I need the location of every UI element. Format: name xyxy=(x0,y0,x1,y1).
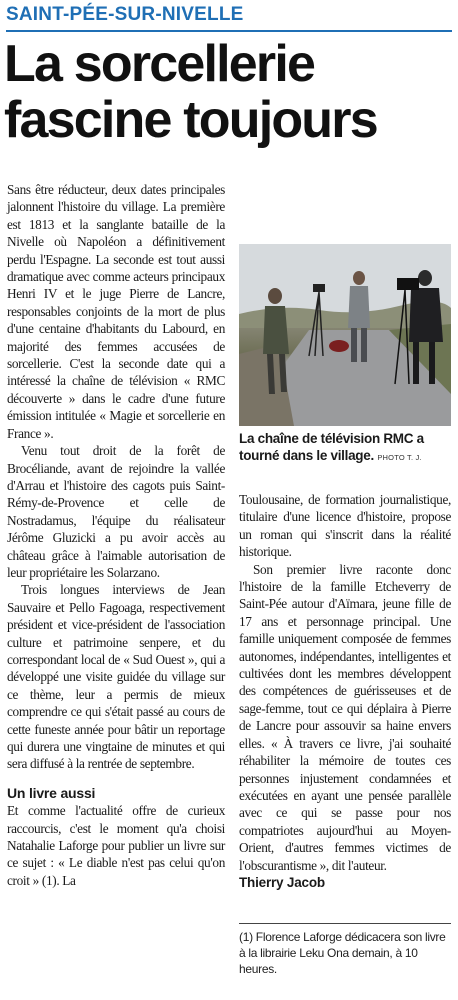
paragraph-intro: Sans être réducteur, deux dates principales jalonnent l'histoire du village. La première est 1813 et la sanglante bataille de la Nivelle où Napoléon a définitivement perdu l'Espagne. La seconde est tout aussi dramatique avec comme acteurs principaux Henri IV et le juge Pierre de Lancre, responsables conjoints de la mort de plus d'une centaine d'habitants du Labourd, en majorité des femmes accusées de sorcellerie. C'est la seconde date qui a intéressé la chaîne de télévision « RMC découverte » dans le cadre d'une future émission intitulée « Magie et sorcellerie en France ». xyxy=(7,182,225,441)
left-column xyxy=(7,181,225,889)
photo-credit: PHOTO T. J. xyxy=(377,453,422,462)
right-column xyxy=(239,491,451,891)
paragraph-interviews: Trois longues interviews de Jean Sauvaire et Pello Fagoaga, respectivement président et vice-président de l'association culture et patrimoine senpere, et du correspondant local de « Sud Ouest », qui a développé une visite guidée du village sur ce thème, leur a permis de mieux comprendre ce qui s'était passé au cours de cette funeste année pour bâtir un reportage qui durera une vingtaine de minutes et qui sera diffusé à la rentrée de septembre. xyxy=(7,582,225,772)
paragraph-book: Et comme l'actualité offre de curieux raccourcis, c'est le moment qu'a choisi Natahalie Laforge pour publier un livre sur ce sujet : « Le diable n'est pas celui qu'on croit » (1). La xyxy=(7,803,225,888)
paragraph-author: Toulousaine, de formation journalistique, titulaire d'une licence d'histoire, propose un roman qui s'inscrit dans la réalité historique. xyxy=(239,492,451,560)
kicker-rule xyxy=(6,30,452,32)
article-headline: La sorcellerie fascine toujours xyxy=(4,35,377,149)
subheading: Un livre aussi xyxy=(7,784,96,801)
photo-caption xyxy=(239,430,453,466)
footnote: (1) Florence Laforge dédicacera son livre à la librairie Leku Ona demain, à 10 heures. xyxy=(239,930,446,976)
section-kicker: SAINT-PÉE-SUR-NIVELLE xyxy=(6,4,244,25)
author-signature: Thierry Jacob xyxy=(239,874,325,890)
caption-text: La chaîne de télévision RMC a tourné dans le village. xyxy=(239,431,424,463)
article-photo xyxy=(239,244,451,426)
paragraph-team: Venu tout droit de la forêt de Brocéliande, avant de rejoindre la vallée d'Arrau et l'histoire des cagots puis Saint-Rémy-de-Provence et celle de Nostradamus, l'équipe du réalisateur Jérôme Gluzicki a pu avoir accès au château grâce à l'aimable autorisation de leur propriétaire les Solarzano. xyxy=(7,443,225,580)
paragraph-story: Son premier livre raconte donc l'histoire de la famille Etcheverry de Saint-Pée autour d'Aïmara, jeune fille de 17 ans et personnage principal. Une famille uniquement composée de femmes autonomes, indépendantes, intelligentes et cultivées dont les membres développent des compétences de guérisseuses et de sage-femme, tout ce qui déplaira à Pierre de Lancre pour assouvir sa haine envers elles. « À travers ce livre, j'ai souhaité réhabiliter la mémoire de toutes ces personnes injustement condamnées et exécutées en ayant une pensée parallèle avec ce qui se passe pour nos compatriotes aujourd'hui au Moyen-Orient, d'autres femmes victimes de l'obscurantisme », dit l'auteur. xyxy=(239,561,451,873)
footnote-rule xyxy=(239,923,451,924)
